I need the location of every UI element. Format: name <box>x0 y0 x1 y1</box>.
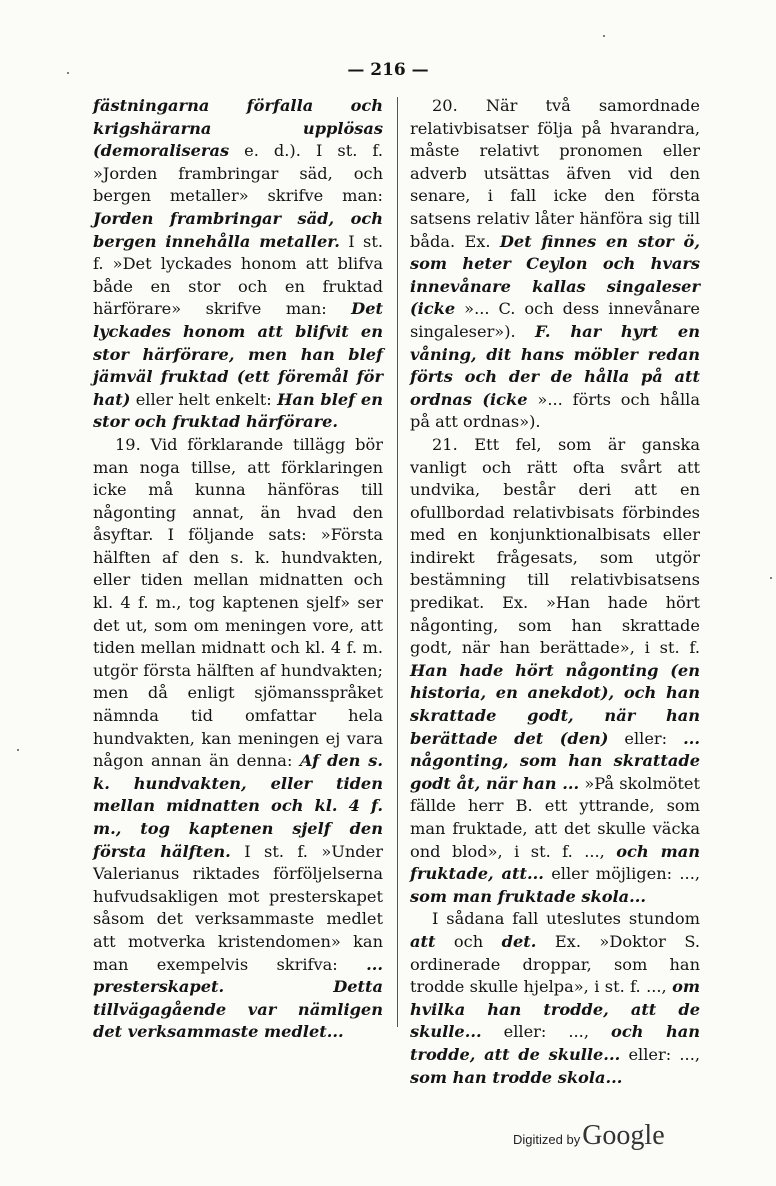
paragraph <box>410 95 700 434</box>
column-divider <box>397 97 398 1027</box>
watermark-prefix: Digitized by <box>513 1132 581 1147</box>
text-segment: I st. f. »Under Valerianus riktades förföljelserna hufvudsakligen mot presterskapet såsom det verksammaste medlet att motverka kristendomen» kan man exempelvis skrifva: <box>93 841 383 974</box>
right-column <box>410 95 700 1089</box>
text-segment: 20. När två samordnade relativbisatser följa på hvarandra, måste relativt pronomen eller adverb utsättas äfven vid den senare, i fall icke den första satsens relativ låter hänföra sig till båda. Ex. <box>410 96 700 251</box>
italic-text-segment: ... någonting, som han skrattade godt åt, när han ... <box>410 728 700 793</box>
italic-text-segment: Det lyckades honom att blifvit en stor härförare, men han blef jämväl fruktad (ett föremål för hat) <box>93 299 383 409</box>
italic-text-segment: F. har hyrt en våning, dit hans möbler redan förts och der de hålla på att ordnas (icke <box>410 321 700 409</box>
scan-speck <box>603 35 605 37</box>
text-segment: e. d.). I st. f. »Jorden frambringar säd, och bergen metaller» skrifve man: <box>93 141 383 206</box>
italic-text-segment: fästningarna förfalla och krigshärarna upplösas (demoraliseras <box>93 96 383 161</box>
italic-text-segment: och man fruktade, att... <box>410 841 700 884</box>
text-segment: 19. Vid förklarande tillägg bör man noga tillse, att förklaringen icke må kunna hänföras till någonting annat, än hvad den åsyftar. I följande sats: »Första hälften af den s. k. hundvakten, eller tiden mellan midnatten och kl. 4 f. m., tog kaptenen sjelf» ser det ut, som om meningen vore, att tiden mellan midnatt och kl. 4 f. m. utgör första hälften af hundvakten; men då enligt sjömansspråket nämnda tid omfattar hela hundvakten, kan meningen ej vara någon annan än denna: <box>93 434 383 771</box>
text-segment: I st. f. »Det lyckades honom att blifva både en stor och en fruktad härförare» skrifve man: <box>93 231 383 319</box>
watermark-brand: Google <box>582 1120 665 1151</box>
text-segment: eller möjligen: ..., <box>543 864 700 884</box>
italic-text-segment: Af den s. k. hundvakten, eller tiden mellan midnatten och kl. 4 f. m., tog kaptenen sjelf den första hälften. <box>93 751 383 861</box>
scan-speck <box>17 749 19 751</box>
italic-text-segment: Det finnes en stor ö, som heter Ceylon och hvars innevånare kallas singaleser (icke <box>410 231 700 319</box>
italic-text-segment: som han trodde skola... <box>410 1067 623 1087</box>
italic-text-segment: ... presterskapet. Detta tillvägagående var nämligen det verksammaste medlet... <box>93 954 383 1042</box>
italic-text-segment: Han blef en stor och fruktad härförare. <box>93 389 383 432</box>
italic-text-segment: som man fruktade skola... <box>410 886 647 906</box>
italic-text-segment: Han hade hört någonting (en historia, en anekdot), och han skrattade godt, när han berättade det (den) <box>410 660 700 748</box>
paragraph <box>93 95 383 434</box>
scan-speck <box>67 72 69 74</box>
text-segment: Ex. »Doktor S. ordinerade droppar, som han trodde skulle hjelpa», i st. f. ..., <box>410 931 700 997</box>
digitization-watermark <box>513 1120 665 1152</box>
scan-speck <box>770 577 772 579</box>
italic-text-segment: om hvilka han trodde, att de skulle... <box>410 977 700 1042</box>
left-column <box>93 95 383 1044</box>
text-segment: 21. Ett fel, som är ganska vanligt och rätt ofta svårt att undvika, består deri att en ofullbordad relativbisats förbindes med en konjunktionalbisats eller indirekt frågesats, som utgör bestämning till relativbisatsens predikat. Ex. »Han hade hört någonting, som han skrattade godt, när han berättade», i st. f. <box>410 434 700 658</box>
italic-text-segment: att <box>410 931 436 951</box>
text-segment: eller helt enkelt: <box>130 389 278 409</box>
text-segment: eller: <box>608 728 684 748</box>
page-number: — 216 — <box>347 60 429 80</box>
text-segment: »... förts och hålla på att ordnas»). <box>410 389 700 432</box>
italic-text-segment: och han trodde, att de skulle... <box>410 1022 700 1064</box>
paragraph <box>410 434 700 908</box>
paragraph <box>410 908 700 1089</box>
italic-text-segment: det. <box>501 931 537 951</box>
text-segment: »På skolmötet fällde herr B. ett yttrande, som man fruktade, att det skulle väcka ond blod», i st. f. ..., <box>410 773 701 861</box>
paragraph <box>93 434 383 1044</box>
italic-text-segment: Jorden frambringar säd, och bergen innehålla metaller. <box>93 208 383 251</box>
text-segment: eller: ..., <box>481 1022 612 1042</box>
text-segment: »... C. och dess innevånare singaleser»). <box>410 299 700 341</box>
text-segment: eller: ..., <box>620 1044 700 1064</box>
text-segment: och <box>435 931 502 951</box>
text-segment: I sådana fall uteslutes stundom <box>432 909 700 929</box>
